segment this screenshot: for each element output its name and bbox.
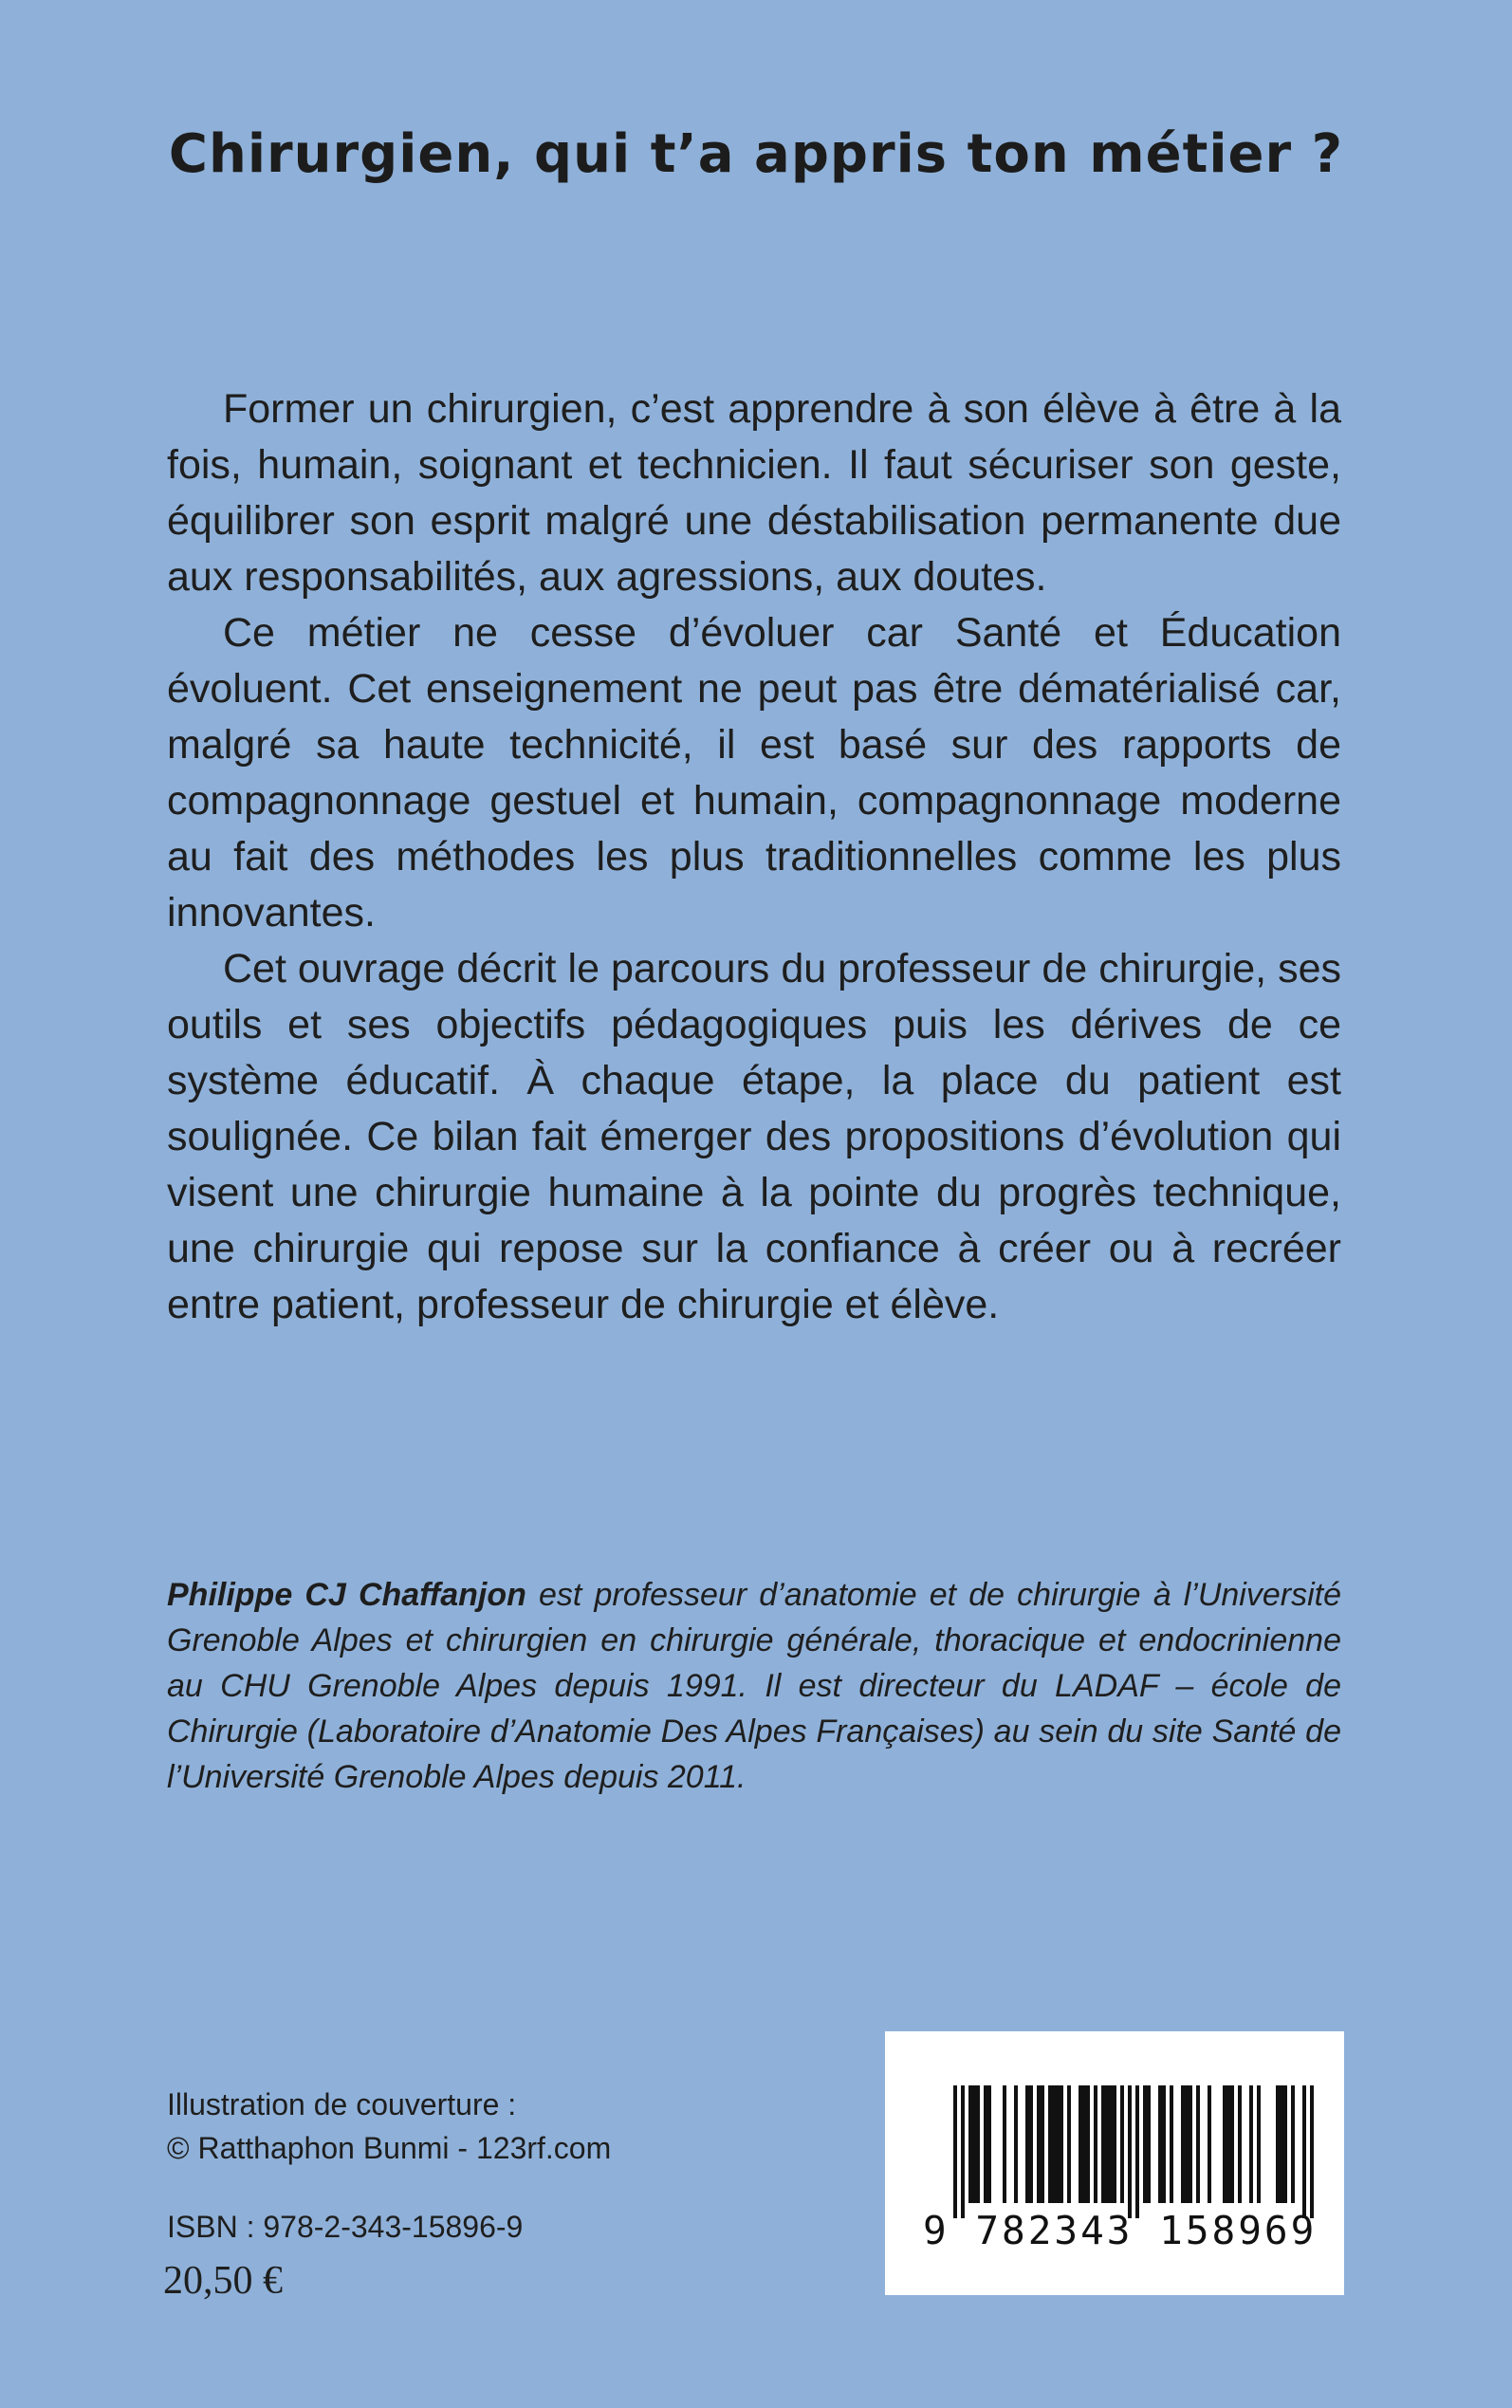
barcode-bar — [1302, 2085, 1306, 2218]
barcode-bar — [1025, 2085, 1033, 2203]
barcode-bars — [953, 2085, 1314, 2218]
barcode — [885, 2031, 1344, 2295]
barcode-digits: 9 782343 158969 — [923, 2208, 1318, 2253]
barcode-bar — [1101, 2085, 1116, 2203]
barcode-bar — [961, 2085, 965, 2218]
barcode-bar — [1223, 2085, 1234, 2203]
illustration-credit — [167, 2083, 611, 2170]
barcode-bar — [1196, 2085, 1200, 2203]
barcode-bar — [968, 2085, 980, 2203]
barcode-bar — [1181, 2085, 1192, 2203]
barcode-bar — [1291, 2085, 1295, 2203]
illustration-source: © Ratthaphon Bunmi - 123rf.com — [167, 2131, 612, 2165]
barcode-bar — [1238, 2085, 1242, 2203]
barcode-bar — [1048, 2085, 1063, 2203]
barcode-bar — [1003, 2085, 1006, 2203]
barcode-bar — [1079, 2085, 1090, 2203]
barcode-bar — [1094, 2085, 1097, 2203]
blurb-paragraph: Cet ouvrage décrit le parcours du professeur de chirurgie, ses outils et ses objectifs pédagogiques puis les dérives de ce système éducatif. À chaque étape, la place du patient est soulignée. Ce bilan fait émerger des propositions d’évolution qui visent une chirurgie humaine à la pointe du progrès technique, une chirurgie qui repose sur la confiance à créer ou à recréer entre patient, professeur de chirurgie et élève. — [167, 946, 1341, 1327]
isbn: ISBN : 978-2-343-15896-9 — [167, 2210, 524, 2244]
barcode-bar — [1135, 2085, 1139, 2218]
barcode-bar — [1120, 2085, 1124, 2203]
barcode-bar — [1276, 2085, 1287, 2203]
barcode-bar — [1037, 2085, 1044, 2203]
blurb-paragraph: Ce métier ne cesse d’évoluer car Santé et Éducation évoluent. Cet enseignement ne peut pas être dématérialisé car, malgré sa haute technicité, il est basé sur des rapports de compagnonnage gestuel et humain, compagnonnage moderne au fait des méthodes les plus traditionnelles comme les plus innovantes. — [167, 610, 1341, 935]
illustration-label: Illustration de couverture : — [167, 2087, 517, 2121]
barcode-bar — [1208, 2085, 1211, 2203]
barcode-bar — [953, 2085, 957, 2218]
blurb-paragraph: Former un chirurgien, c’est apprendre à son élève à être à la fois, humain, soignant et technicien. Il faut sécuriser son geste, équilibrer son esprit malgré une déstabilisation permanente due aux responsabilités, aux agressions, aux doutes. — [167, 386, 1341, 600]
barcode-bar — [1249, 2085, 1253, 2203]
barcode-bar — [1014, 2085, 1018, 2203]
barcode-bar — [1257, 2085, 1261, 2203]
author-bio — [167, 1572, 1341, 1800]
barcode-bar — [1158, 2085, 1166, 2203]
barcode-bar — [984, 2085, 991, 2203]
barcode-bar — [1143, 2085, 1151, 2203]
barcode-bar — [1310, 2085, 1314, 2218]
author-name: Philippe CJ Chaffanjon — [167, 1577, 526, 1613]
price: 20,50 € — [163, 2259, 283, 2303]
book-title: Chirurgien, qui t’a appris ton métier ? — [168, 123, 1344, 185]
barcode-bar — [1067, 2085, 1071, 2203]
blurb — [167, 381, 1341, 1333]
barcode-bar — [1170, 2085, 1173, 2203]
barcode-bar — [1128, 2085, 1132, 2218]
author-bio-text: est professeur d’anatomie et de chirurgie à l’Université Grenoble Alpes et chirurgien en chirurgie générale, thoracique et endocrinienne au CHU Grenoble Alpes depuis 1991. Il est directeur du LADAF – école de Chirurgie (Laboratoire d’Anatomie Des Alpes Françaises) au sein du site Santé de l’Université Grenoble Alpes depuis 2011. — [167, 1577, 1341, 1795]
